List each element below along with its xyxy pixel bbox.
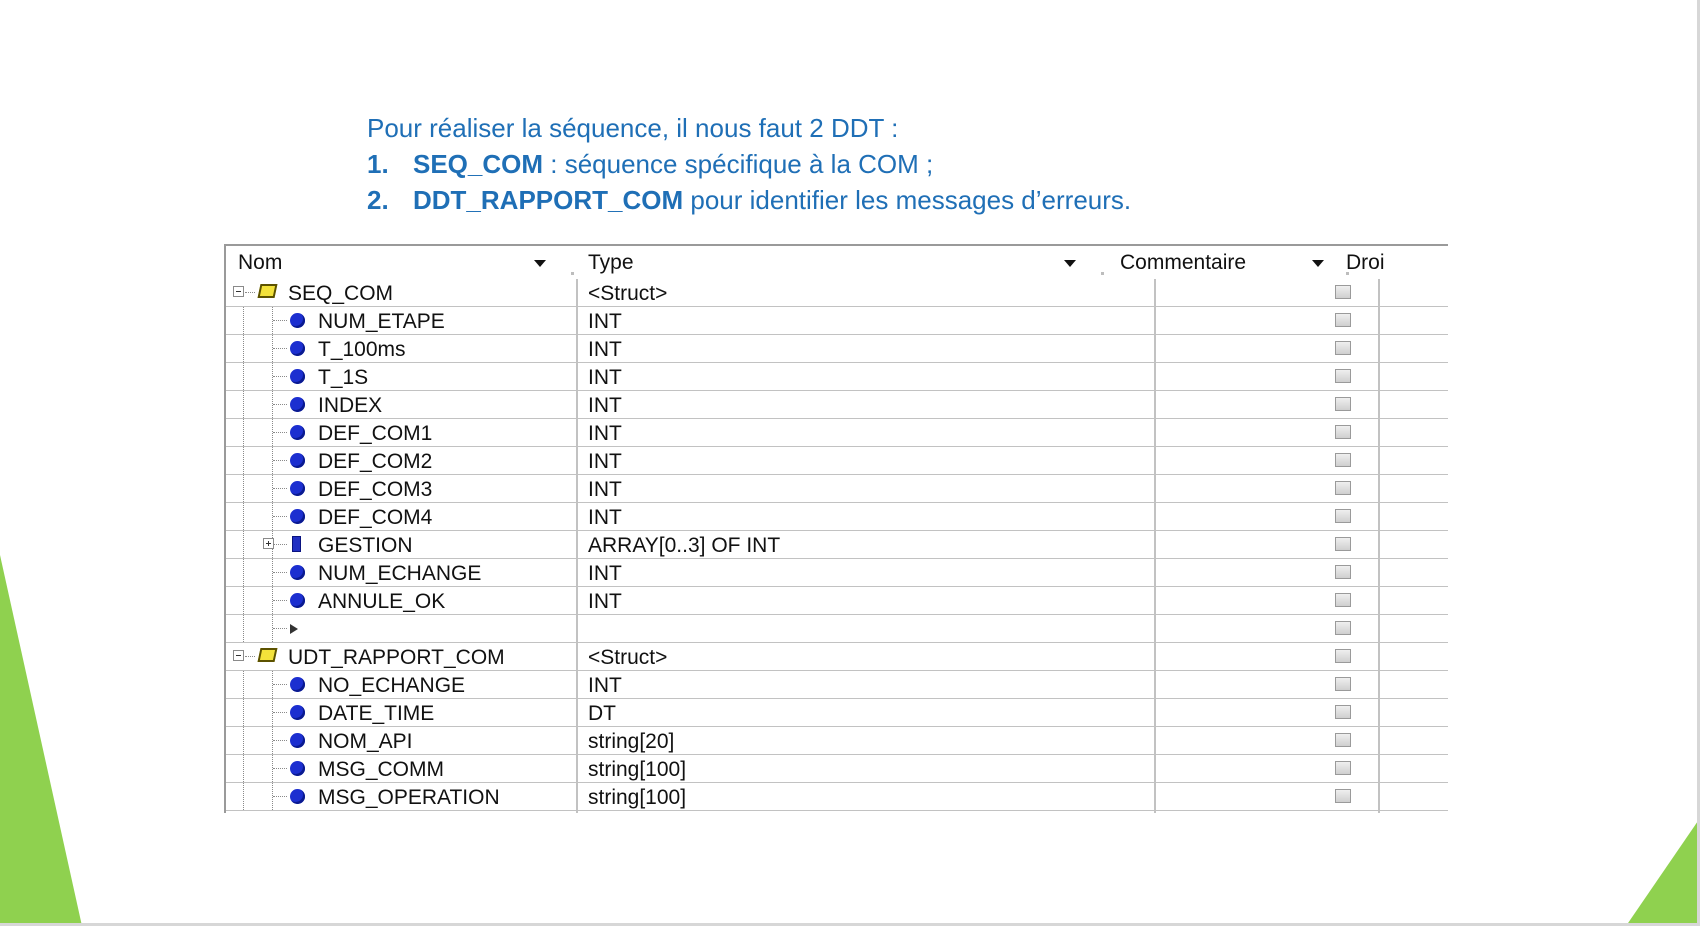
variable-dot-icon xyxy=(290,677,305,692)
variable-dot-icon xyxy=(290,789,305,804)
tree-connector xyxy=(273,544,287,545)
variable-type[interactable]: INT xyxy=(588,450,622,473)
grid-rows xyxy=(226,279,1448,811)
column-resize-grip[interactable] xyxy=(571,272,574,275)
variable-type[interactable]: INT xyxy=(588,674,622,697)
tree-connector xyxy=(273,628,287,629)
struct-icon xyxy=(258,284,278,298)
variable-dot-icon xyxy=(290,397,305,412)
tree-connector xyxy=(243,755,244,782)
table-row[interactable] xyxy=(226,587,1448,615)
rights-checkbox[interactable] xyxy=(1335,341,1351,355)
variable-dot-icon xyxy=(290,733,305,748)
intro-text xyxy=(367,110,1131,218)
grid-header xyxy=(226,246,1448,279)
rights-checkbox[interactable] xyxy=(1335,481,1351,495)
tree-connector xyxy=(243,475,244,502)
table-row[interactable] xyxy=(226,615,1448,643)
tree-connector xyxy=(273,740,287,741)
tree-connector xyxy=(273,572,287,573)
variable-type[interactable]: INT xyxy=(588,478,622,501)
tree-connector xyxy=(273,432,287,433)
new-row-arrow-icon[interactable] xyxy=(290,624,298,634)
tree-connector xyxy=(273,796,287,797)
variable-name[interactable]: NUM_ETAPE xyxy=(318,310,445,333)
variable-name[interactable]: DEF_COM1 xyxy=(318,422,433,445)
variable-name[interactable]: NUM_ECHANGE xyxy=(318,562,482,585)
rights-checkbox[interactable] xyxy=(1335,789,1351,803)
rights-checkbox[interactable] xyxy=(1335,313,1351,327)
ddt-variable-grid xyxy=(224,244,1448,813)
dropdown-arrow-icon[interactable] xyxy=(1312,260,1324,267)
rights-checkbox[interactable] xyxy=(1335,649,1351,663)
tree-connector xyxy=(273,712,287,713)
rights-checkbox[interactable] xyxy=(1335,677,1351,691)
dropdown-arrow-icon[interactable] xyxy=(1064,260,1076,267)
rights-checkbox[interactable] xyxy=(1335,369,1351,383)
variable-name[interactable]: DEF_COM2 xyxy=(318,450,433,473)
tree-connector xyxy=(243,307,244,334)
variable-name[interactable]: DATE_TIME xyxy=(318,702,435,725)
rights-checkbox[interactable] xyxy=(1335,537,1351,551)
tree-connector xyxy=(245,656,255,657)
variable-dot-icon xyxy=(290,593,305,608)
table-row[interactable] xyxy=(226,279,1448,307)
rights-checkbox[interactable] xyxy=(1335,565,1351,579)
rights-checkbox[interactable] xyxy=(1335,621,1351,635)
table-row[interactable] xyxy=(226,391,1448,419)
rights-checkbox[interactable] xyxy=(1335,733,1351,747)
column-header-label: Droi xyxy=(1346,251,1385,274)
variable-name[interactable]: NOM_API xyxy=(318,730,413,753)
item-number: 2. xyxy=(367,185,389,215)
variable-dot-icon xyxy=(290,453,305,468)
variable-type[interactable]: INT xyxy=(588,366,622,389)
variable-type[interactable]: INT xyxy=(588,310,622,333)
slide-decoration-right xyxy=(1620,0,1700,926)
slide-decoration-left xyxy=(0,0,100,926)
variable-dot-icon xyxy=(290,313,305,328)
tree-connector xyxy=(273,516,287,517)
tree-connector xyxy=(243,531,244,558)
rights-checkbox[interactable] xyxy=(1335,425,1351,439)
variable-name[interactable]: ANNULE_OK xyxy=(318,590,446,613)
variable-type[interactable]: INT xyxy=(588,562,622,585)
table-row[interactable] xyxy=(226,335,1448,363)
tree-connector xyxy=(273,320,287,321)
tree-connector xyxy=(243,699,244,726)
tree-connector xyxy=(243,559,244,586)
variable-name[interactable]: UDT_RAPPORT_COM xyxy=(288,646,505,669)
item-description: : séquence spécifique à la COM ; xyxy=(543,149,934,179)
table-row[interactable] xyxy=(226,531,1448,559)
rights-checkbox[interactable] xyxy=(1335,705,1351,719)
variable-dot-icon xyxy=(290,509,305,524)
tree-connector xyxy=(245,292,255,293)
collapse-icon[interactable] xyxy=(233,650,244,661)
table-row[interactable] xyxy=(226,419,1448,447)
tree-connector xyxy=(243,503,244,530)
table-row[interactable] xyxy=(226,727,1448,755)
table-row[interactable] xyxy=(226,643,1448,671)
variable-type[interactable]: ARRAY[0..3] OF INT xyxy=(588,534,781,557)
variable-name[interactable]: T_1S xyxy=(318,366,369,389)
item-number: 1. xyxy=(367,149,389,179)
expand-icon[interactable] xyxy=(263,538,274,549)
tree-connector xyxy=(243,783,244,810)
tree-connector xyxy=(273,404,287,405)
rights-checkbox[interactable] xyxy=(1335,453,1351,467)
array-icon xyxy=(292,536,301,552)
tree-connector xyxy=(243,391,244,418)
table-row[interactable] xyxy=(226,447,1448,475)
variable-type[interactable]: INT xyxy=(588,590,622,613)
tree-connector xyxy=(273,460,287,461)
struct-icon xyxy=(258,648,278,662)
tree-connector xyxy=(273,348,287,349)
intro-item-1 xyxy=(367,146,1131,182)
variable-name[interactable]: T_100ms xyxy=(318,338,406,361)
variable-type[interactable]: INT xyxy=(588,506,622,529)
tree-connector xyxy=(273,488,287,489)
variable-name[interactable]: GESTION xyxy=(318,534,413,557)
tree-connector xyxy=(243,335,244,362)
item-description: pour identifier les messages d’erreurs. xyxy=(683,185,1132,215)
variable-type[interactable]: INT xyxy=(588,394,622,417)
collapse-icon[interactable] xyxy=(233,286,244,297)
intro-line: Pour réaliser la séquence, il nous faut 2 DDT : xyxy=(367,113,899,143)
table-row[interactable] xyxy=(226,671,1448,699)
tree-connector xyxy=(273,684,287,685)
variable-dot-icon xyxy=(290,481,305,496)
tree-connector xyxy=(243,587,244,614)
intro-item-2 xyxy=(367,182,1131,218)
variable-dot-icon xyxy=(290,761,305,776)
dropdown-arrow-icon[interactable] xyxy=(534,260,546,267)
tree-connector xyxy=(243,419,244,446)
variable-type[interactable]: <Struct> xyxy=(588,282,668,305)
column-header-label: Nom xyxy=(238,251,283,274)
column-header-name[interactable] xyxy=(226,246,576,279)
table-row[interactable] xyxy=(226,363,1448,391)
rights-checkbox[interactable] xyxy=(1335,761,1351,775)
variable-name[interactable]: MSG_COMM xyxy=(318,758,444,781)
table-row[interactable] xyxy=(226,699,1448,727)
variable-dot-icon xyxy=(290,705,305,720)
tree-connector xyxy=(243,447,244,474)
variable-type[interactable]: string[20] xyxy=(588,730,675,753)
table-row[interactable] xyxy=(226,755,1448,783)
variable-name[interactable]: NO_ECHANGE xyxy=(318,674,466,697)
variable-dot-icon xyxy=(290,565,305,580)
rights-checkbox[interactable] xyxy=(1335,593,1351,607)
rights-checkbox[interactable] xyxy=(1335,397,1351,411)
tree-connector xyxy=(243,727,244,754)
variable-name[interactable]: DEF_COM4 xyxy=(318,506,433,529)
tree-connector xyxy=(243,615,244,642)
column-resize-grip[interactable] xyxy=(1101,272,1104,275)
tree-connector xyxy=(243,363,244,390)
table-row[interactable] xyxy=(226,475,1448,503)
variable-type[interactable]: INT xyxy=(588,422,622,445)
variable-type[interactable]: string[100] xyxy=(588,758,687,781)
variable-type[interactable]: string[100] xyxy=(588,786,687,809)
table-row[interactable] xyxy=(226,503,1448,531)
column-header-label: Type xyxy=(588,251,634,274)
variable-type[interactable]: INT xyxy=(588,338,622,361)
column-header-label: Commentaire xyxy=(1120,251,1247,274)
table-row[interactable] xyxy=(226,783,1448,811)
rights-checkbox[interactable] xyxy=(1335,509,1351,523)
variable-name[interactable]: DEF_COM3 xyxy=(318,478,433,501)
variable-name[interactable]: SEQ_COM xyxy=(288,282,394,305)
variable-name[interactable]: INDEX xyxy=(318,394,383,417)
item-keyword: DDT_RAPPORT_COM xyxy=(413,185,684,215)
column-header-type[interactable] xyxy=(576,246,1076,279)
item-keyword: SEQ_COM xyxy=(413,149,544,179)
tree-connector xyxy=(273,768,287,769)
variable-type[interactable]: DT xyxy=(588,702,616,725)
variable-dot-icon xyxy=(290,341,305,356)
variable-dot-icon xyxy=(290,425,305,440)
variable-type[interactable]: <Struct> xyxy=(588,646,668,669)
variable-dot-icon xyxy=(290,369,305,384)
tree-connector xyxy=(243,671,244,698)
tree-connector xyxy=(273,600,287,601)
table-row[interactable] xyxy=(226,307,1448,335)
tree-connector xyxy=(273,376,287,377)
variable-name[interactable]: MSG_OPERATION xyxy=(318,786,500,809)
table-row[interactable] xyxy=(226,559,1448,587)
rights-checkbox[interactable] xyxy=(1335,285,1351,299)
column-header-rights[interactable] xyxy=(1336,246,1448,279)
